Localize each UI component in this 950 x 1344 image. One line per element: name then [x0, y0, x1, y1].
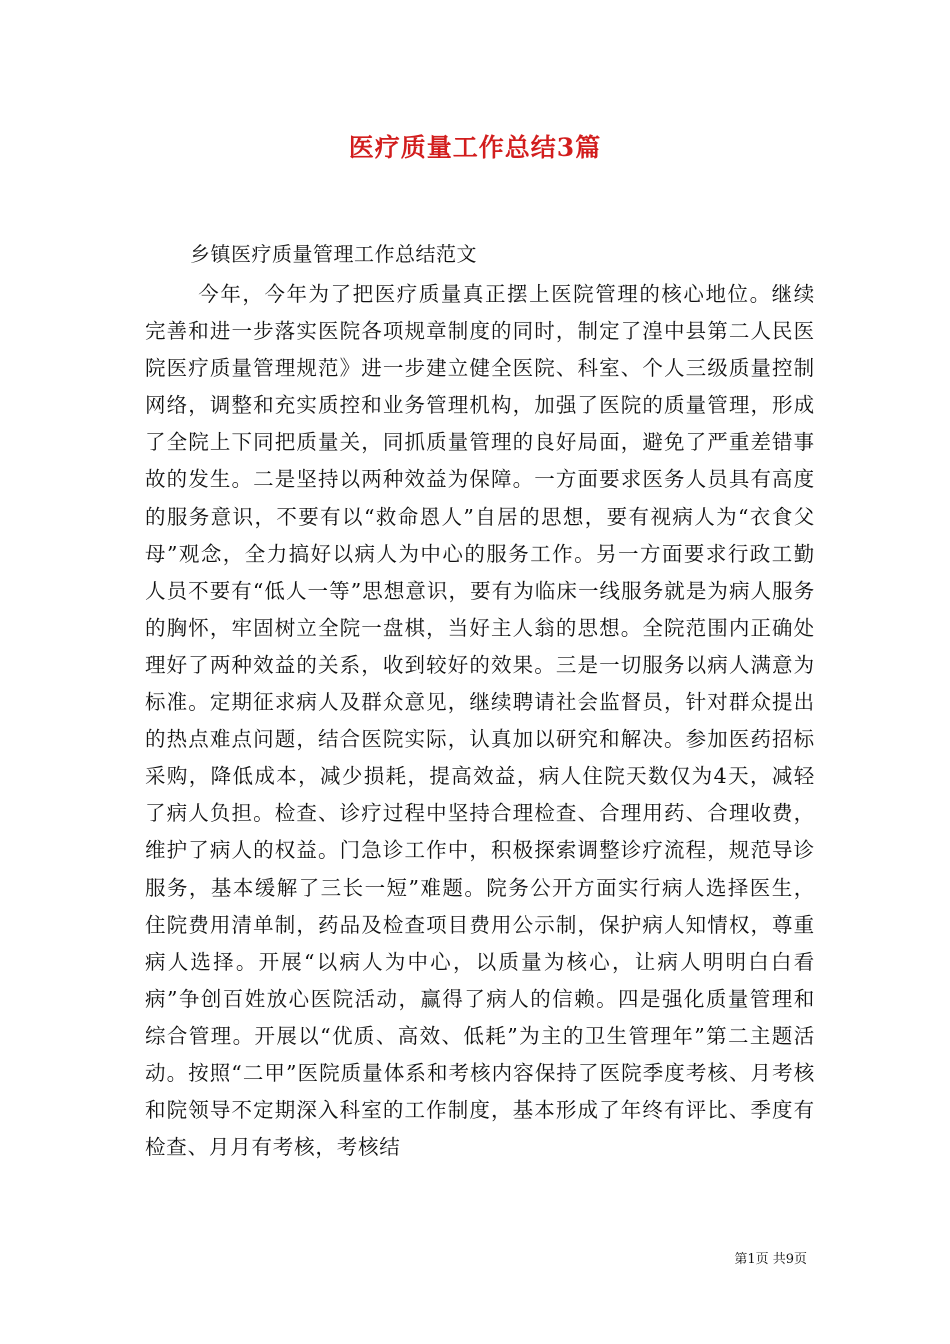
- page-number: 第1页 共9页: [734, 1252, 807, 1267]
- body-paragraph: 今年，今年为了把医疗质量真正摆上医院管理的核心地位。继续完善和进一步落实医院各项规章制度的同时，制定了湟中县第二人民医院医疗质量管理规范》进一步建立健全医院、科室、个人三级质量控制网络，调整和充实质控和业务管理机构，加强了医院的质量管理，形成了全院上下同把质量关，同抓质量管理的良好局面，避免了严重差错事故的发生。二是坚持以两种效益为保障。一方面要求医务人员具有高度的服务意识，不要有以“救命恩人”自居的思想，要有视病人为“衣食父母”观念，全力搞好以病人为中心的服务工作。另一方面要求行政工勤人员不要有“低人一等”思想意识，要有为临床一线服务就是为病人服务的胸怀，牢固树立全院一盘棋，当好主人翁的思想。全院范围内正确处理好了两种效益的关系，收到较好的效果。三是一切服务以病人满意为标准。定期征求病人及群众意见，继续聘请社会监督员，针对群众提出的热点难点问题，结合医院实际，认真加以研究和解决。参加医药招标采购，降低成本，减少损耗，提高效益，病人住院天数仅为4天，减轻了病人负担。检查、诊疗过程中坚持合理检查、合理用药、合理收费，维护了病人的权益。门急诊工作中，积极探索调整诊疗流程，规范导诊服务，基本缓解了三长一短”难题。院务公开方面实行病人选择医生，住院费用清单制，药品及检查项目费用公示制，保护病人知情权，尊重病人选择。开展“以病人为中心，以质量为核心，让病人明明白白看病”争创百姓放心医院活动，赢得了病人的信赖。四是强化质量管理和综合管理。开展以“优质、高效、低耗”为主的卫生管理年”第二主题活动。按照“二甲”医院质量体系和考核内容保持了医院季度考核、月考核和院领导不定期深入科室的工作制度，基本形成了年终有评比、季度有检查、月月有考核，考核结: [145, 282, 815, 1160]
- section-heading: 乡镇医疗质量管理工作总结范文: [190, 242, 477, 266]
- document-title: 医疗质量工作总结3篇: [348, 133, 602, 162]
